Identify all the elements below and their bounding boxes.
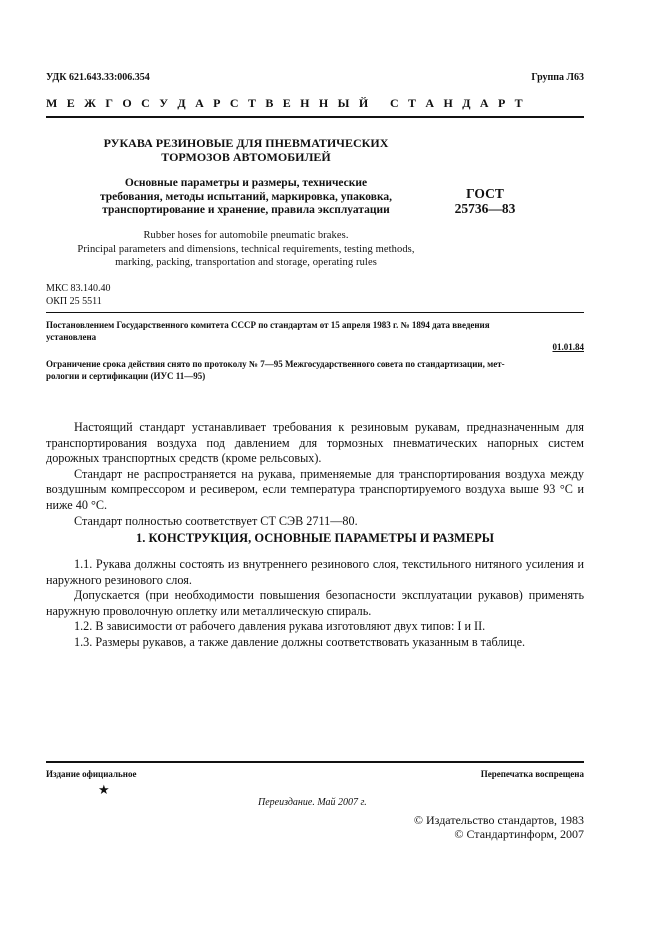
gost-designation: ГОСТ 25736—83 — [454, 186, 516, 216]
mks-code: МКС 83.140.40 — [46, 283, 111, 294]
interstate-standard-banner: М Е Ж Г О С У Д А Р С Т В Е Н Н Ы Й С Т А Н Д А Р Т — [46, 96, 526, 110]
section-1-heading: 1. КОНСТРУКЦИЯ, ОСНОВНЫЕ ПАРАМЕТРЫ И РАЗМЕРЫ — [135, 531, 495, 545]
copyright-block — [414, 813, 584, 841]
udk-code: УДК 621.643.33:006.354 — [46, 72, 150, 83]
classification-codes — [46, 282, 110, 308]
clause-1-1-addition: Допускается (при необходимости повышения безопасности эксплуатации рукавов) применять наружную проволочную оплетку или металлическую спираль. — [46, 588, 584, 618]
copyright-standartinform: © Стандартинформ, 2007 — [454, 827, 584, 841]
reissue-note: Переиздание. Май 2007 г. — [258, 797, 367, 808]
copyright-publisher: © Издательство стандартов, 1983 — [413, 813, 584, 827]
header-rule — [46, 116, 584, 118]
star-icon: ★ — [98, 782, 110, 797]
official-edition-label: Издание официальное — [46, 769, 137, 779]
codes-rule — [46, 312, 584, 313]
validity-limit-text: Ограничение срока действия снято по протоколу № 7—95 Межгосударственного совета по стандартизации, мет- рологии и сертификации (ИУС 11—95) — [46, 359, 505, 381]
clause-1-2: 1.2. В зависимости от рабочего давления рукава изготовляют двух типов: I и II. — [74, 619, 486, 634]
group-code: Группа Л63 — [531, 72, 584, 83]
introduction-date: 01.01.84 — [552, 342, 584, 352]
section-1-body — [46, 557, 584, 651]
english-title: Rubber hoses for automobile pneumatic brakes. Principal parameters and dimensions, technical requirements, testing methods, marking, packing, transportation and storage, operating rules — [77, 230, 415, 268]
clause-1-1: 1.1. Рукава должны состоять из внутреннего резинового слоя, текстильного нитяного усиления и наружного резинового слоя. — [46, 557, 584, 587]
resolution-text: Постановлением Государственного комитета СССР по стандартам от 15 апреля 1983 г. № 1894 дата введения установлена — [46, 320, 490, 342]
footer-rule — [46, 761, 584, 763]
document-title: РУКАВА РЕЗИНОВЫЕ ДЛЯ ПНЕВМАТИЧЕСКИХ ТОРМОЗОВ АВТОМОБИЛЕЙ — [103, 136, 389, 164]
intro-paragraph-2: Стандарт не распространяется на рукава, применяемые для транспортирования воздуха между воздушным компрессором и ресивером, если температура транспортируемого воздуха выше 93 °С и ниже 40 °С. — [46, 466, 584, 512]
reprint-prohibited-label: Перепечатка воспрещена — [480, 769, 584, 779]
intro-paragraph-3: Стандарт полностью соответствует СТ СЭВ 2711—80. — [74, 513, 358, 528]
clause-1-3: 1.3. Размеры рукавов, а также давление должны соответствовать указанным в таблице. — [74, 634, 526, 649]
okp-code: ОКП 25 5511 — [46, 296, 102, 307]
intro-section — [46, 420, 584, 529]
document-subtitle: Основные параметры и размеры, технические требования, методы испытаний, маркировка, упаковка, транспортирование и хранение, правила эксплуатации — [99, 177, 393, 216]
intro-paragraph-1: Настоящий стандарт устанавливает требования к резиновым рукавам, предназначенным для транспортирования воздуха под давлением для тормозных пневматических напорных систем дорожных транспортных средств (кроме рельсовых). — [46, 420, 584, 466]
